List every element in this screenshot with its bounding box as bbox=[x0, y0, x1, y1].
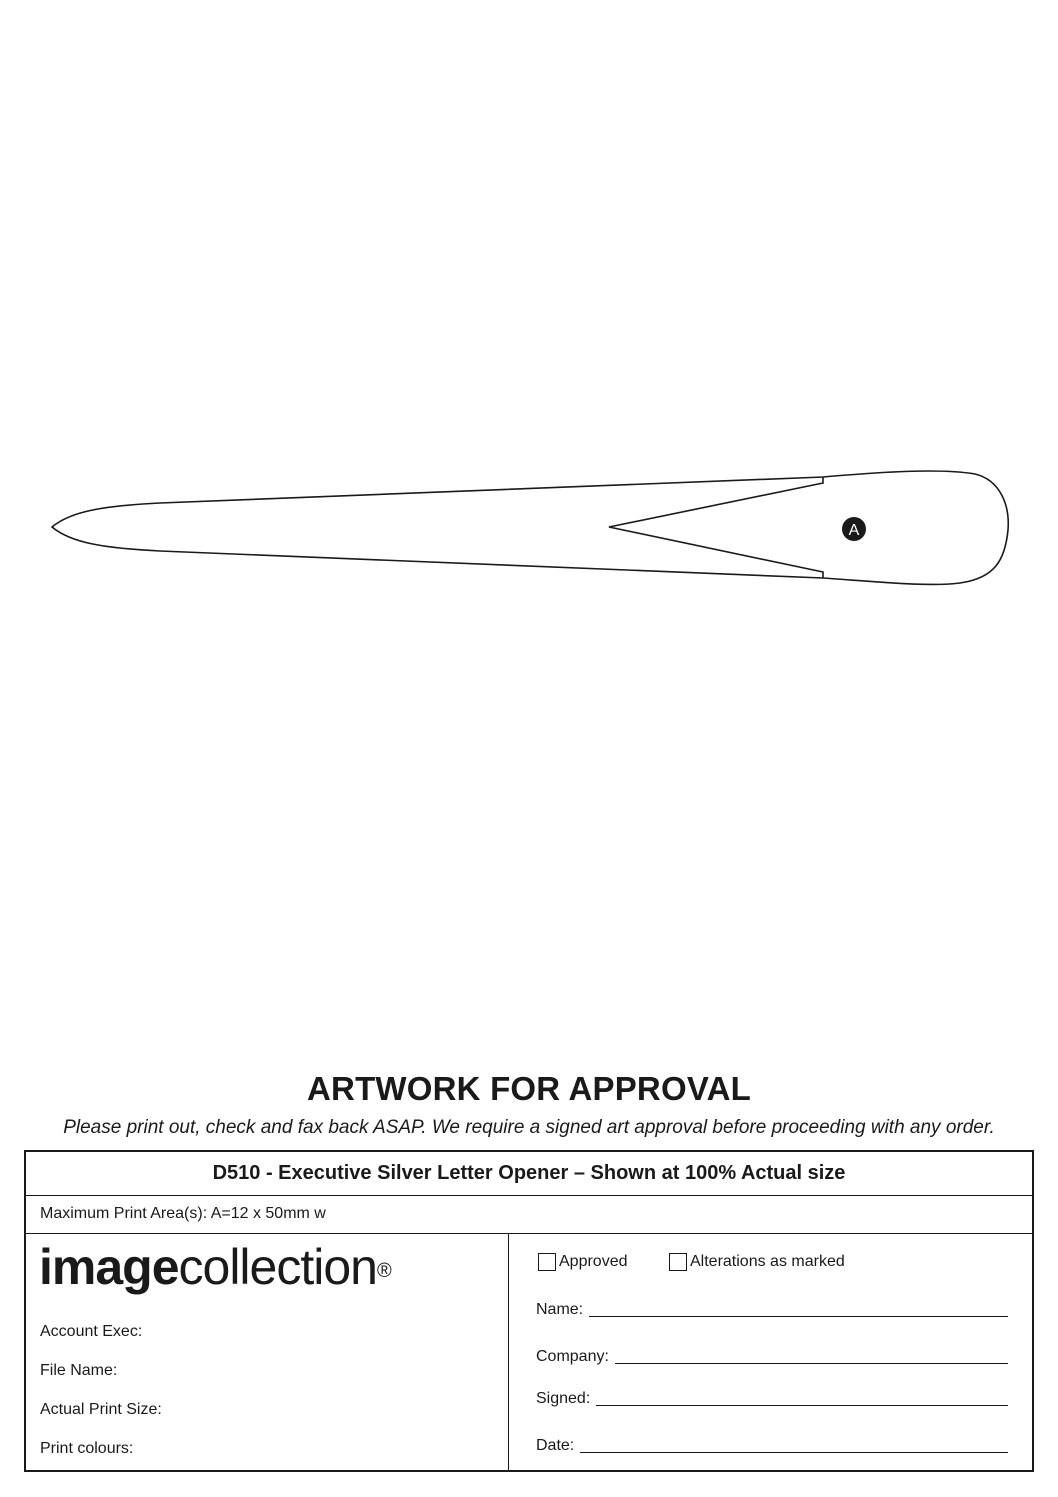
date-field[interactable] bbox=[536, 1437, 1008, 1455]
signed-label: Signed: bbox=[536, 1390, 591, 1407]
print-area-info: Maximum Print Area(s): A=12 x 50mm w bbox=[26, 1195, 1032, 1234]
print-colours-label: Print colours: bbox=[40, 1440, 134, 1457]
page-title: ARTWORK FOR APPROVAL bbox=[307, 1070, 751, 1107]
signed-field[interactable] bbox=[536, 1390, 1008, 1408]
alterations-label: Alterations as marked bbox=[690, 1253, 845, 1270]
account-exec-label: Account Exec: bbox=[40, 1323, 143, 1340]
print-area-marker-label: A bbox=[848, 522, 860, 539]
company-label: Company: bbox=[536, 1348, 609, 1365]
approved-label: Approved bbox=[559, 1253, 628, 1270]
approval-form bbox=[24, 1150, 1034, 1472]
product-title: D510 - Executive Silver Letter Opener – Shown at 100% Actual size bbox=[26, 1152, 1032, 1196]
company-info-panel bbox=[26, 1233, 509, 1470]
imagecollection-logo bbox=[39, 1237, 391, 1297]
date-label: Date: bbox=[536, 1437, 575, 1454]
logo-light-part: collection bbox=[178, 1239, 377, 1295]
name-label: Name: bbox=[536, 1301, 584, 1318]
approved-option[interactable] bbox=[538, 1253, 628, 1271]
company-line[interactable] bbox=[615, 1362, 1008, 1364]
alterations-checkbox[interactable] bbox=[669, 1253, 687, 1271]
name-line[interactable] bbox=[589, 1315, 1008, 1317]
name-field[interactable] bbox=[536, 1301, 1008, 1319]
logo-bold-part: image bbox=[39, 1239, 179, 1295]
approval-panel bbox=[509, 1233, 1032, 1470]
date-line[interactable] bbox=[580, 1451, 1008, 1453]
registered-mark: ® bbox=[376, 1260, 391, 1282]
file-name-label: File Name: bbox=[40, 1362, 118, 1379]
signed-line[interactable] bbox=[596, 1404, 1008, 1406]
alterations-option[interactable] bbox=[669, 1253, 845, 1271]
blade-handle-joint bbox=[609, 477, 823, 578]
instruction-text: Please print out, check and fax back ASAP. We require a signed art approval before proceeding with any order. bbox=[63, 1117, 995, 1138]
actual-print-size-label: Actual Print Size: bbox=[40, 1401, 162, 1418]
letter-opener-artwork bbox=[0, 0, 1058, 700]
company-field[interactable] bbox=[536, 1348, 1008, 1366]
approved-checkbox[interactable] bbox=[538, 1253, 556, 1271]
